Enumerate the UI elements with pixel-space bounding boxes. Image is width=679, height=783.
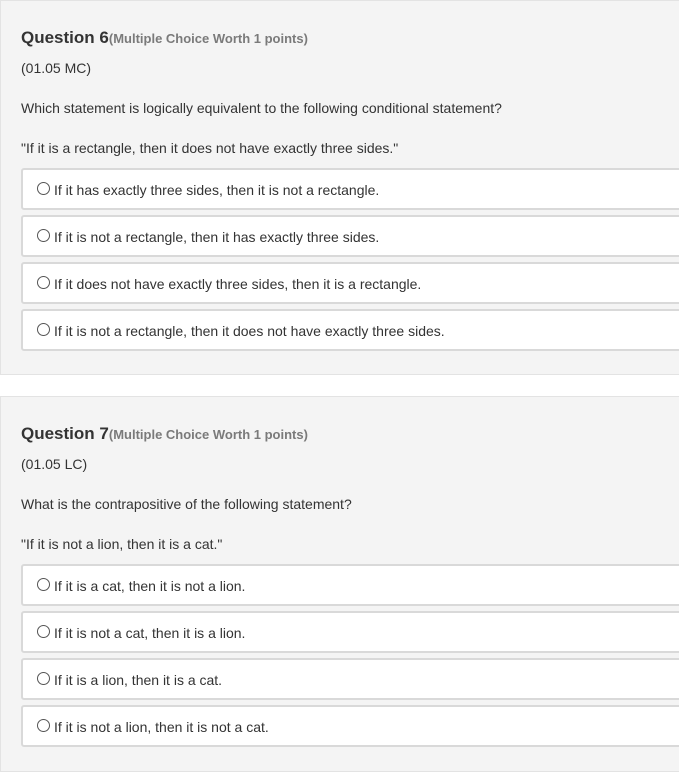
question-worth: (Multiple Choice Worth 1 points) — [108, 31, 308, 46]
question-prompt: What is the contrapositive of the following statement? — [21, 496, 352, 512]
question-header — [21, 28, 308, 48]
question-worth: (Multiple Choice Worth 1 points) — [108, 427, 308, 442]
question-statement: "If it is not a lion, then it is a cat." — [21, 536, 223, 552]
answer-option[interactable] — [21, 705, 679, 747]
question-header — [21, 424, 308, 444]
answer-option[interactable] — [21, 564, 679, 606]
answer-options — [21, 564, 679, 752]
radio-button[interactable] — [37, 578, 50, 591]
answer-option-label: If it has exactly three sides, then it is not a rectangle. — [54, 182, 380, 198]
question-title: Question 7 — [21, 424, 109, 443]
answer-option-label: If it is a lion, then it is a cat. — [54, 672, 223, 688]
question-card-6 — [0, 0, 679, 375]
answer-options — [21, 168, 679, 356]
radio-button[interactable] — [37, 672, 50, 685]
answer-option-label: If it is not a rectangle, then it has exactly three sides. — [54, 229, 380, 245]
answer-option[interactable] — [21, 611, 679, 653]
radio-button[interactable] — [37, 182, 50, 195]
radio-button[interactable] — [37, 229, 50, 242]
question-card-7 — [0, 396, 679, 772]
radio-button[interactable] — [37, 625, 50, 638]
question-title: Question 6 — [21, 28, 109, 47]
answer-option-label: If it is not a cat, then it is a lion. — [54, 625, 246, 641]
radio-button[interactable] — [37, 323, 50, 336]
answer-option[interactable] — [21, 215, 679, 257]
answer-option-label: If it is a cat, then it is not a lion. — [54, 578, 246, 594]
question-statement: "If it is a rectangle, then it does not have exactly three sides." — [21, 140, 399, 156]
answer-option[interactable] — [21, 168, 679, 210]
answer-option-label: If it is not a rectangle, then it does not have exactly three sides. — [54, 323, 445, 339]
radio-button[interactable] — [37, 276, 50, 289]
question-code: (01.05 MC) — [21, 60, 92, 76]
answer-option[interactable] — [21, 658, 679, 700]
question-code: (01.05 LC) — [21, 456, 88, 472]
question-prompt: Which statement is logically equivalent to the following conditional statement? — [21, 100, 502, 116]
radio-button[interactable] — [37, 719, 50, 732]
answer-option[interactable] — [21, 309, 679, 351]
answer-option-label: If it does not have exactly three sides, then it is a rectangle. — [54, 276, 422, 292]
answer-option[interactable] — [21, 262, 679, 304]
answer-option-label: If it is not a lion, then it is not a cat. — [54, 719, 269, 735]
